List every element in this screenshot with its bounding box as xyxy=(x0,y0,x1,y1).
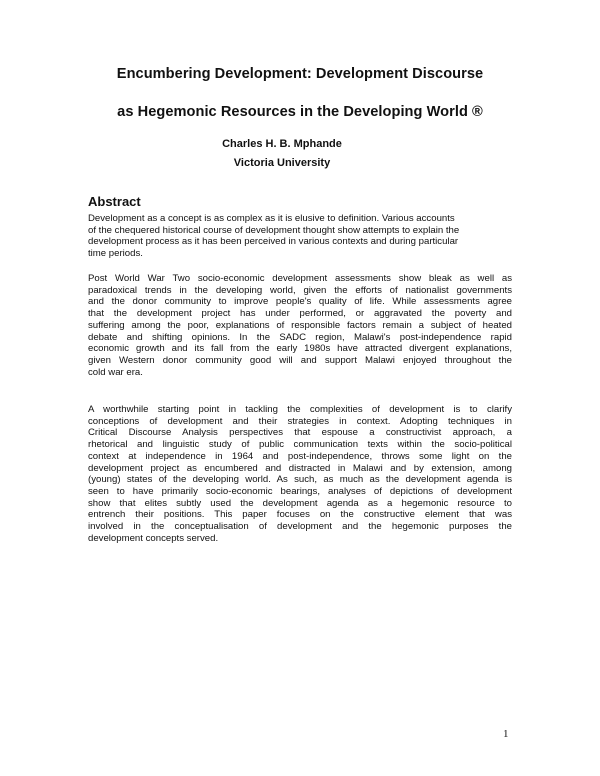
paragraph-line: suffering among the poor, explanations of responsible factors remain a subject of heated xyxy=(88,319,512,331)
paragraph-line: given Western donor community good will and support Malawi enjoyed throughout the xyxy=(88,354,512,366)
abstract-heading: Abstract xyxy=(88,194,141,209)
paragraph-line: development project as encumbered and distracted in Malawi and by extension, among xyxy=(88,462,512,474)
paragraph-line: conceptions of development and their strategies in context. Adopting techniques in xyxy=(88,415,512,427)
author-affiliation: Victoria University xyxy=(233,157,331,169)
paragraph-line: involved in the conceptualisation of development and the hegemonic purposes the xyxy=(88,521,512,533)
paragraph-line: that the development project has under performed, or aggravated the poverty and xyxy=(88,308,512,320)
paper-title-line-1: Encumbering Development: Development Discourse xyxy=(116,66,484,82)
page-number: 1 xyxy=(503,728,509,740)
abstract-paragraph-3 xyxy=(88,404,512,544)
paragraph-line: cold war era. xyxy=(88,366,143,378)
paragraph-line: and the donor community to improve people's quality of life. While assessments agree xyxy=(88,296,512,308)
abstract-paragraph-1 xyxy=(88,213,512,260)
paragraph-line: debate and shifting opinions. In the SADC region, Malawi's post-independence rapid xyxy=(88,331,512,343)
paragraph-line: seen to have primarily socio-economic bearings, analyses of depictions of development xyxy=(88,485,512,497)
paragraph-line: Critical Discourse Analysis perspectives that espouse a constructivist approach, a xyxy=(88,427,512,439)
paragraph-line: A worthwhile starting point in tackling the complexities of development is to clarify xyxy=(88,404,512,415)
paragraph-line: Post World War Two socio-economic development assessments show bleak as well as xyxy=(88,273,512,284)
abstract-paragraph-2 xyxy=(88,273,512,378)
paper-title-line-2: as Hegemonic Resources in the Developing World ® xyxy=(117,104,483,120)
paragraph-line: (young) states of the developing world. As such, as much as the development agenda is xyxy=(88,474,512,486)
author-name: Charles H. B. Mphande xyxy=(222,138,342,150)
paragraph-line: show that elites subtly used the development agenda as a hegemonic resource to xyxy=(88,497,512,509)
paragraph-line: development process as it has been perceived in various contexts and during particular xyxy=(88,236,459,248)
paragraph-line: paradoxical trends in the developing world, given the efforts of nationalist governments xyxy=(88,284,512,296)
paragraph-line: time periods. xyxy=(88,248,143,260)
paragraph-line: context at independence in 1964 and post-independence, throws some light on the xyxy=(88,450,512,462)
paragraph-line: economic growth and its fall from the early 1980s have attracted divergent explanations, xyxy=(88,343,512,355)
paragraph-line: rhetorical and linguistic study of public communication texts within the socio-political xyxy=(88,439,512,451)
paragraph-line: entrench their positions. This paper focuses on the constructive element that was xyxy=(88,509,512,521)
paragraph-line: development concepts served. xyxy=(88,532,219,544)
paragraph-line: Development as a concept is as complex as it is elusive to definition. Various accounts xyxy=(88,213,455,224)
paragraph-line: of the chequered historical course of development thought show attempts to explain the xyxy=(88,224,460,236)
